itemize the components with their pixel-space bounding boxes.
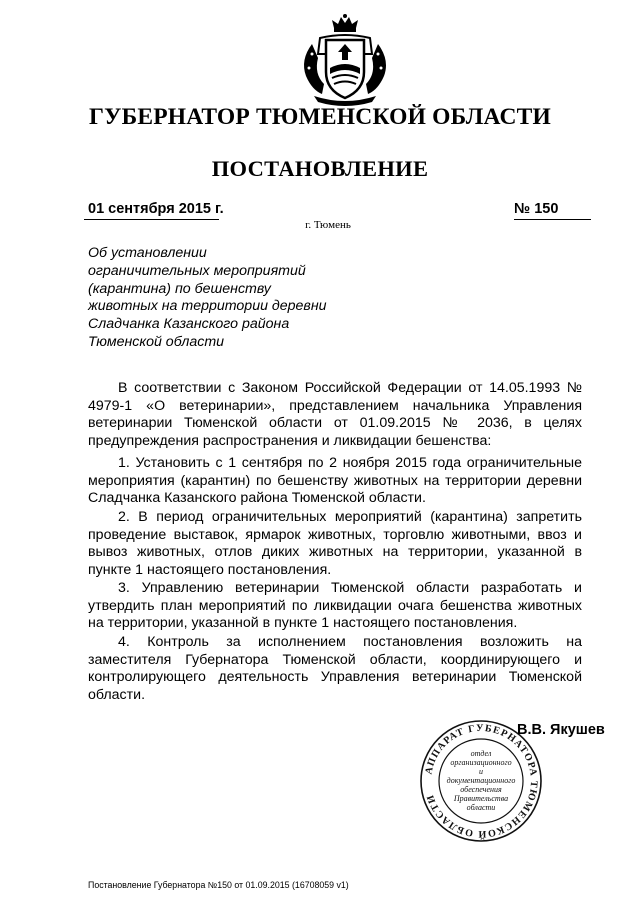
- clause-3: 3. Управлению ветеринарии Тюменской области разработать и утвердить план мероприятий по ликвидации очага бешенства животных на территории, указанной в пункте 1 настоящего постановления.: [88, 580, 582, 632]
- clause-4: 4. Контроль за исполнением постановления возложить на заместителя Губернатора Тюменской области, координирующего и контролирующего деятельность Управления ветеринарии Тюменской области.: [88, 634, 582, 703]
- stamp-line: области: [466, 803, 496, 812]
- coat-of-arms-icon: [292, 14, 398, 106]
- subject-line: (карантина) по бешенству: [88, 280, 271, 297]
- document-type: ПОСТАНОВЛЕНИЕ: [211, 156, 429, 181]
- stamp-ring-text: АППАРАТ ГУБЕРНАТОРА ТЮМЕНСКОЙ ОБЛАСТИ: [423, 722, 540, 840]
- document-date: 01 сентября 2015 г.: [88, 201, 224, 217]
- city: г. Тюмень: [305, 219, 351, 231]
- signatory-name: В.В. Якушев: [517, 722, 605, 738]
- preamble-paragraph: В соответствии с Законом Российской Федерации от 14.05.1993 № 4979-1 «О ветеринарии», представлением начальника Управления ветеринарии Тюменской области от 01.09.2015 № 2036, в целях предупреждения распространения и ликвидации бешенства:: [88, 380, 582, 449]
- footer-reference: Постановление Губернатора №150 от 01.09.2015 (16708059 v1): [88, 880, 349, 890]
- subject-line: ограничительных мероприятий: [88, 262, 306, 279]
- document-subject: [88, 245, 388, 352]
- stamp-line: и: [479, 767, 483, 776]
- stamp-line: обеспечения: [460, 785, 502, 794]
- stamp-line: документационного: [446, 776, 516, 785]
- subject-line: Тюменской области: [88, 333, 225, 350]
- authority-title: ГУБЕРНАТОР ТЮМЕНСКОЙ ОБЛАСТИ: [88, 104, 551, 130]
- clause-2: 2. В период ограничительных мероприятий (карантина) запретить проведение выставок, ярмарок животных, торговлю животными, ввоз и вывоз животных, отлов диких животных на территории, указанной в пункте 1 настоящего постановления.: [88, 509, 582, 578]
- stamp-line: Правительства: [453, 794, 509, 803]
- clause-1: 1. Установить с 1 сентября по 2 ноября 2015 года ограничительные мероприятия (карантин) по бешенству животных на территории деревни Сладчанка Казанского района Тюменской области.: [88, 455, 582, 507]
- subject-line: Сладчанка Казанского района: [88, 316, 290, 333]
- document-number: № 150: [514, 201, 559, 217]
- stamp-line: организационного: [450, 758, 512, 767]
- stamp-line: отдел: [470, 749, 492, 758]
- subject-line: животных на территории деревни: [88, 298, 327, 315]
- subject-line: Об установлении: [88, 245, 207, 261]
